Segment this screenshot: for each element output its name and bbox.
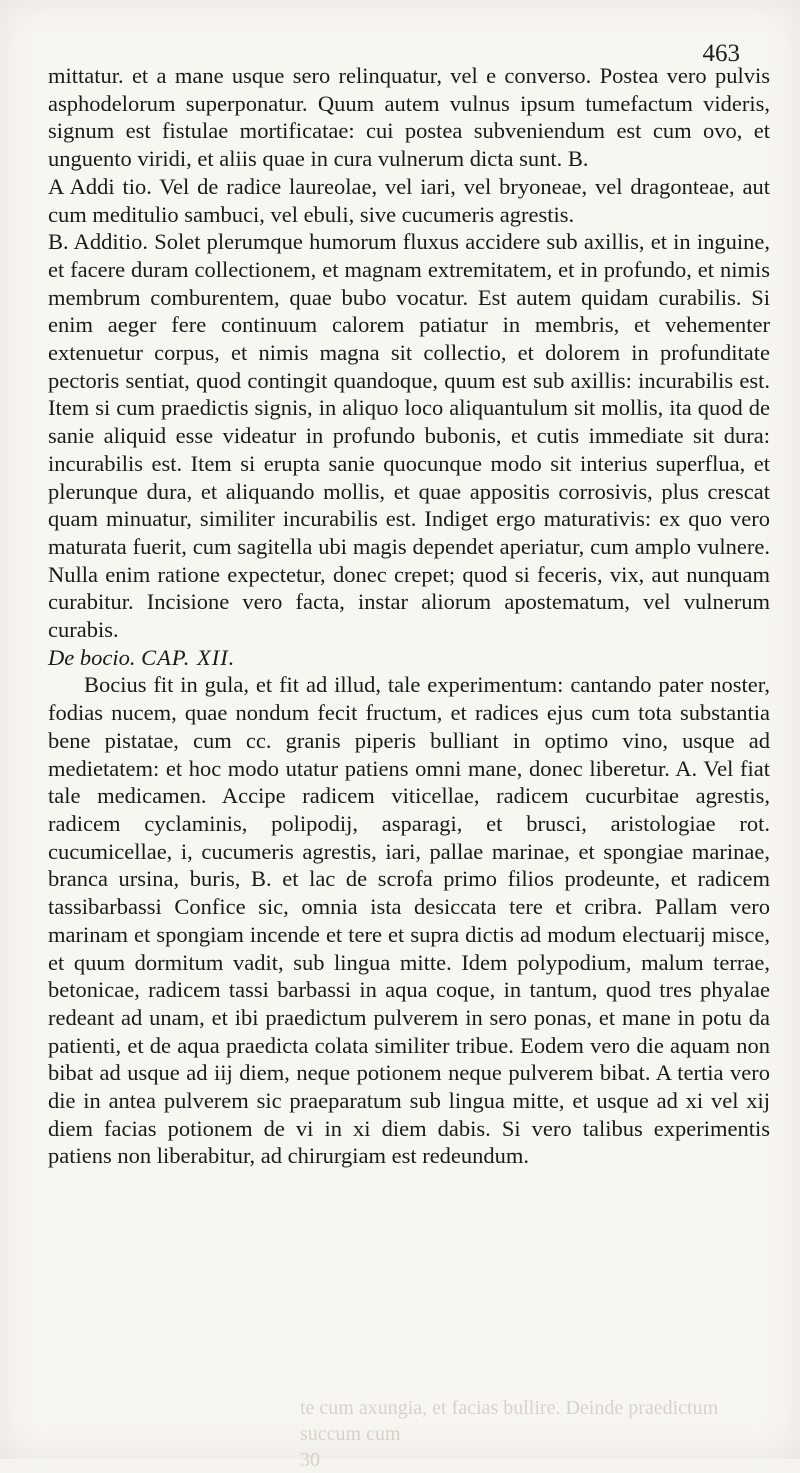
paragraph: B. Additio. Solet plerumque humorum fluxus accidere sub axillis, et in inguine, et facere duram collectionem, et magnam extremitatem, et in profundo, et nimis membrum comburentem, quae bubo vocatur. Est autem quidam curabilis. Si enim aeger fere continuum calorem patiatur in membris, et vehementer extenuetur corpus, et nimis magna sit collectio, et dolorem in profunditate pectoris sentiat, quod contingit quandoque, quum est sub axillis: incurabilis est. Item si cum praedictis signis, in aliquo loco aliquantulum sit mollis, ita quod de sanie aliquid esse videatur in profundo bubonis, et cutis immediate sit dura: incurabilis est. Item si erupta sanie quocunque modo sit interius superflua, et plerunque dura, et aliquando mollis, et quae appositis corrosivis, plus crescat quam minuatur, similiter incurabilis est. Indiget ergo maturativis: ex quo vero maturata fuerit, cum sagitella ubi magis dependet aperiatur, cum amplo vulnere. Nulla enim ratione expectetur, donec crepet; quod si feceris, vix, aut nunquam curabitur. Incisione vero facta, instar aliorum apostematum, vel vulnerum curabis. <box>48 229 770 643</box>
chapter-paragraph: Bocius fit in gula, et fit ad illud, tale experimentum: cantando pater noster, fodias nucem, quae nondum fecit fructum, et radices ejus cum tota substantia bene pistatae, cum cc. granis piperis bulliant in optimo vino, usque ad medietatem: et hoc modo utatur patiens omni mane, donec liberetur. A. Vel fiat tale medicamen. Accipe radicem viticellae, radicem cucurbitae agrestis, radicem cyclaminis, polipodij, asparagi, et brusci, aristologiae rot. cucumicellae, i, cucumeris agrestis, iari, pallae marinae, et spongiae marinae, branca ursina, buris, B. et lac de scrofa primo filios prodeunte, et radicem tassibarbassi Confice sic, omnia ista desiccata tere et cribra. Pallam vero marinam et spongiam incende et tere et supra dictis ad modum electuarij misce, et quum dormitum vadit, sub lingua mitte. Idem polypodium, malum terrae, betonicae, radicem tassi barbassi in aqua coque, in tantum, quod tres phyalae redeant ad unam, et ibi praedictum pulverem in sero ponas, et mane in potu da patienti, et de aqua praedicta colata similiter tribue. Eodem vero die aquam non bibat ad usque ad iij diem, neque potionem neque pulverem bibat. A tertia vero die in antea pulverem sic praeparatum sub lingua mitte, et usque ad xi vel xij diem facias potionem de vi in xi diem dabis. Si vero talibus experimentis patiens non liberabitur, ad chirurgiam est redeundum. <box>48 672 770 1169</box>
chapter-title: De bocio. <box>48 644 136 670</box>
paragraph: A Addi tio. Vel de radice laureolae, vel iari, vel bryoneae, vel dragonteae, aut cum meditulio sambuci, vel ebuli, sive cucumeris agrestis. <box>48 173 770 227</box>
body-text <box>48 62 770 1170</box>
chapter-number: CAP. XII. <box>141 644 236 670</box>
paragraph: mittatur. et a mane usque sero relinquatur, vel e converso. Postea vero pulvis asphodelorum superponatur. Quum autem vulnus ipsum tumefactum videris, signum est fistulae mortificatae: cui postea subveniendum est cum ovo, et unguento viridi, et aliis quae in cura vulnerum dicta sunt. B. <box>48 63 770 172</box>
chapter-heading <box>48 644 770 672</box>
page-number: 463 <box>702 40 740 67</box>
bleedthrough-text: te cum axungia, et facias bullire. Deinde praedictum succum cum 30 <box>300 1397 719 1471</box>
